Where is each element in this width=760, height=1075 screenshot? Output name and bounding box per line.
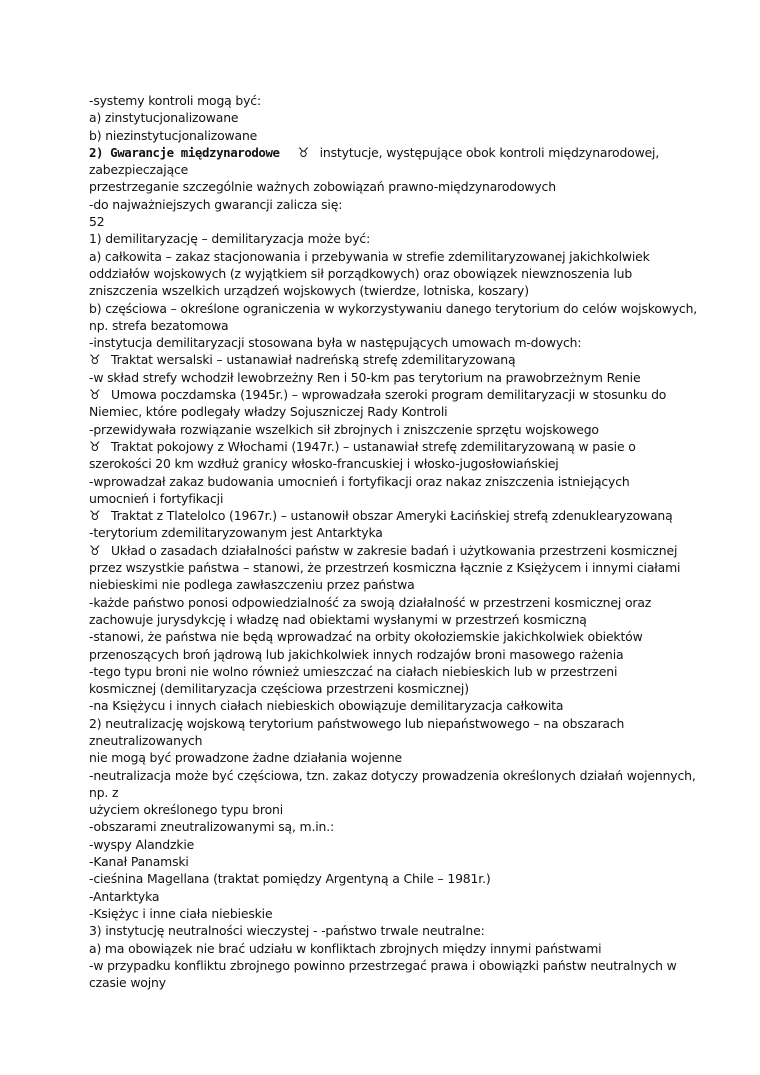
line-text: Niemiec, które podlegały władzy Sojuszniczej Rady Kontroli bbox=[89, 404, 448, 420]
line-text: a) całkowita – zakaz stacjonowania i przebywania w strefie zdemilitaryzowanej jakichkolwiek bbox=[89, 248, 650, 264]
line-text: -w przypadku konfliktu zbrojnego powinno przestrzegać prawa i obowiązki państw neutralnych w bbox=[89, 957, 677, 973]
text-line bbox=[89, 490, 729, 507]
line-text: użyciem określonego typu broni bbox=[89, 802, 284, 818]
text-line bbox=[89, 230, 729, 247]
line-text: 1) demilitaryzację – demilitaryzacja może być: bbox=[89, 231, 371, 247]
text-line bbox=[89, 749, 729, 766]
line-text: -Księżyc i inne ciała niebieskie bbox=[89, 905, 273, 921]
text-line bbox=[89, 265, 729, 282]
line-text: -w skład strefy wchodził lewobrzeżny Ren i 50-km pas terytorium na prawobrzeżnym Renie bbox=[89, 369, 641, 385]
taurus-bullet-icon: ♉ bbox=[89, 439, 101, 455]
line-text: -instytucja demilitaryzacji stosowana była w następujących umowach m-dowych: bbox=[89, 335, 582, 351]
line-text: Traktat wersalski – ustanawiał nadreńską strefę zdemilitaryzowaną bbox=[111, 352, 516, 368]
line-text: Traktat pokojowy z Włochami (1947r.) – ustanawiał strefę zdemilitaryzowaną w pasie o bbox=[111, 438, 636, 454]
line-text: -wprowadzał zakaz budowania umocnień i fortyfikacji oraz nakaz zniszczenia istniejących bbox=[89, 473, 630, 489]
text-line bbox=[89, 905, 729, 922]
line-text: -na Księżycu i innych ciałach niebieskich obowiązuje demilitaryzacja całkowita bbox=[89, 698, 564, 714]
text-line bbox=[89, 559, 729, 576]
line-text: 52 bbox=[89, 214, 105, 230]
text-line bbox=[89, 127, 729, 144]
text-line bbox=[89, 524, 729, 541]
taurus-bullet-icon: ♉ bbox=[89, 353, 101, 369]
line-text: -przewidywała rozwiązanie wszelkich sił zbrojnych i zniszczenie sprzętu wojskowego bbox=[89, 421, 599, 437]
line-text: czasie wojny bbox=[89, 975, 166, 991]
text-line bbox=[89, 386, 729, 403]
text-line bbox=[89, 922, 729, 939]
text-line bbox=[89, 248, 729, 265]
line-text: b) niezinstytucjonalizowane bbox=[89, 127, 258, 143]
taurus-bullet-icon: ♉ bbox=[89, 388, 101, 404]
line-text: niebieskimi nie podlega zawłaszczeniu przez państwa bbox=[89, 577, 415, 593]
line-text: a) ma obowiązek nie brać udziału w konfliktach zbrojnych między innymi państwami bbox=[89, 940, 602, 956]
text-line bbox=[89, 594, 729, 611]
text-line bbox=[89, 680, 729, 697]
text-line bbox=[89, 767, 729, 784]
text-line bbox=[89, 300, 729, 317]
text-line bbox=[89, 663, 729, 680]
line-text: Umowa poczdamska (1945r.) – wprowadzała szeroki program demilitaryzacji w stosunku do bbox=[111, 387, 667, 403]
taurus-bullet-icon: ♉ bbox=[89, 509, 101, 525]
text-line bbox=[89, 317, 729, 334]
text-line bbox=[89, 92, 729, 109]
text-line bbox=[89, 801, 729, 818]
line-text: -wyspy Alandzkie bbox=[89, 836, 195, 852]
text-line bbox=[89, 109, 729, 126]
line-text: nie mogą być prowadzone żadne działania wojenne bbox=[89, 750, 402, 766]
line-text: -obszarami zneutralizowanymi są, m.in.: bbox=[89, 819, 335, 835]
line-text: Traktat z Tlatelolco (1967r.) – ustanowił obszar Ameryki Łacińskiej strefą zdenuklearyzowaną bbox=[111, 508, 673, 524]
text-line bbox=[89, 421, 729, 438]
line-text: -każde państwo ponosi odpowiedzialność za swoją działalność w przestrzeni kosmicznej oraz bbox=[89, 594, 652, 610]
text-line bbox=[89, 403, 729, 420]
line-text: b) częściowa – określone ograniczenia w wykorzystywaniu danego terytorium do celów wojskowych, bbox=[89, 300, 698, 316]
text-line bbox=[89, 455, 729, 472]
text-line bbox=[89, 369, 729, 386]
line-text: zachowuje jurysdykcję i władzę nad obiektami wysłanymi w przestrzeń kosmiczną bbox=[89, 611, 587, 627]
text-line bbox=[89, 507, 729, 524]
line-text: -neutralizacja może być częściowa, tzn. zakaz dotyczy prowadzenia określonych działań wojennych, bbox=[89, 767, 696, 783]
text-line bbox=[89, 784, 729, 801]
line-text: zneutralizowanych bbox=[89, 732, 203, 748]
text-line bbox=[89, 213, 729, 230]
text-line bbox=[89, 974, 729, 991]
text-line bbox=[89, 853, 729, 870]
line-text: przestrzeganie szczególnie ważnych zobowiązań prawno-międzynarodowych bbox=[89, 179, 556, 195]
line-text: umocnień i fortyfikacji bbox=[89, 490, 224, 506]
line-text: -stanowi, że państwa nie będą wprowadzać na orbity okołoziemskie jakichkolwiek obiektów bbox=[89, 629, 643, 645]
text-line bbox=[89, 836, 729, 853]
text-line bbox=[89, 732, 729, 749]
line-text: 3) instytucję neutralności wieczystej - -państwo trwale neutralne: bbox=[89, 923, 485, 939]
line-text: 2) neutralizację wojskową terytorium państwowego lub niepaństwowego – na obszarach bbox=[89, 715, 625, 731]
line-text: -Kanał Panamski bbox=[89, 854, 189, 870]
text-line bbox=[89, 870, 729, 887]
text-line bbox=[89, 334, 729, 351]
text-line bbox=[89, 144, 729, 161]
text-line bbox=[89, 542, 729, 559]
line-text: -terytorium zdemilitaryzowanym jest Antarktyka bbox=[89, 525, 383, 541]
text-line bbox=[89, 957, 729, 974]
text-line bbox=[89, 628, 729, 645]
line-text: -tego typu broni nie wolno również umieszczać na ciałach niebieskich lub w przestrzeni bbox=[89, 663, 618, 679]
line-text: np. strefa bezatomowa bbox=[89, 317, 229, 333]
text-line bbox=[89, 611, 729, 628]
taurus-bullet-icon: ♉ bbox=[297, 145, 310, 161]
text-line bbox=[89, 888, 729, 905]
line-text: a) zinstytucjonalizowane bbox=[89, 110, 239, 126]
section-heading: 2) Gwarancje międzynarodowe bbox=[89, 144, 280, 160]
line-text: np. z bbox=[89, 784, 119, 800]
line-text: Układ o zasadach działalności państw w zakresie badań i użytkowania przestrzeni kosmicznej bbox=[111, 542, 678, 558]
text-line bbox=[89, 576, 729, 593]
line-text: instytucje, występujące obok kontroli międzynarodowej, bbox=[319, 144, 660, 160]
text-line bbox=[89, 196, 729, 213]
text-line bbox=[89, 161, 729, 178]
line-text: zniszczenia wszelkich urządzeń wojskowych (twierdze, lotniska, koszary) bbox=[89, 283, 529, 299]
line-text: -systemy kontroli mogą być: bbox=[89, 93, 261, 108]
text-line bbox=[89, 818, 729, 835]
text-line bbox=[89, 438, 729, 455]
text-line bbox=[89, 473, 729, 490]
line-text: -do najważniejszych gwarancji zalicza się: bbox=[89, 196, 343, 212]
text-line bbox=[89, 351, 729, 368]
text-line bbox=[89, 715, 729, 732]
text-line bbox=[89, 697, 729, 714]
line-text: przenoszących broń jądrową lub jakichkolwiek innych rodzajów broni masowego rażenia bbox=[89, 646, 624, 662]
line-text: -cieśnina Magellana (traktat pomiędzy Argentyną a Chile – 1981r.) bbox=[89, 871, 491, 887]
taurus-bullet-icon: ♉ bbox=[89, 543, 101, 559]
text-line bbox=[89, 646, 729, 663]
line-text: -Antarktyka bbox=[89, 888, 160, 904]
line-text: szerokości 20 km wzdłuż granicy włosko-francuskiej i włosko-jugosłowiańskiej bbox=[89, 456, 559, 472]
text-line bbox=[89, 940, 729, 957]
line-text: kosmicznej (demilitaryzacja częściowa przestrzeni kosmicznej) bbox=[89, 681, 469, 697]
line-text: przez wszystkie państwa – stanowi, że przestrzeń kosmiczna łącznie z Księżycem i innymi ciałami bbox=[89, 560, 681, 576]
line-text: oddziałów wojskowych (z wyjątkiem sił porządkowych) oraz obowiązek niewznoszenia lub bbox=[89, 265, 633, 281]
line-text: zabezpieczające bbox=[89, 162, 189, 178]
text-line bbox=[89, 178, 729, 195]
document-page bbox=[89, 92, 729, 991]
text-line bbox=[89, 282, 729, 299]
